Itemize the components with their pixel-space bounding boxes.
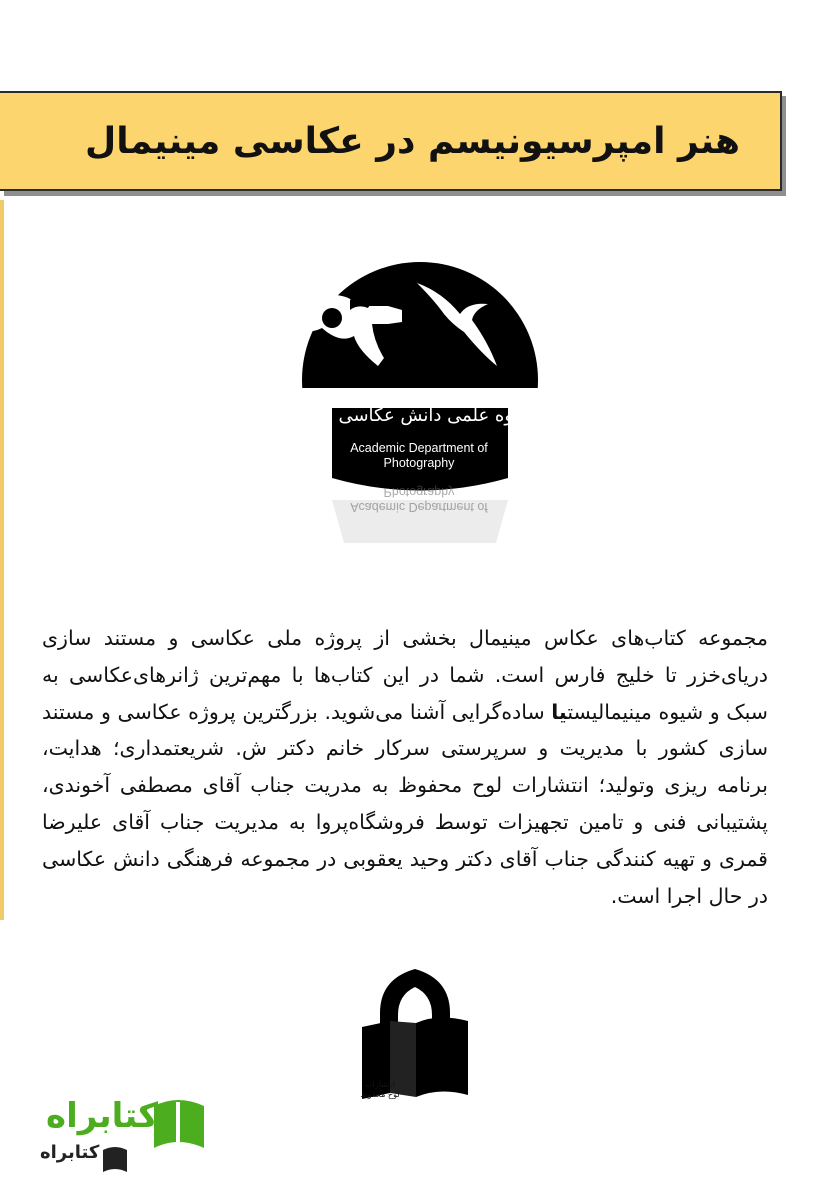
department-name-en-line1: Academic Department of [350, 441, 488, 455]
reflection-line1: Academic Department of [350, 500, 488, 514]
ketabrah-sub-wordmark: کتابراه [40, 1142, 100, 1163]
ketabrah-small-icon [100, 1144, 130, 1174]
paragraph-part-1: مجموعه کتاب‌های عکاس مینیمال بخشی از پروژه ملی عکاسی و مستند سازی دریای‌خزر تا خلیج فارس است. شما در این کتاب‌ها با مهم‌ترین ژانرهای‌عکاسی به سبک و شیوه مینیمالیست [42, 626, 768, 724]
title-banner [0, 91, 782, 191]
paragraph-part-2: ساده‌گرایی آشنا می‌شوید. بزرگترین پروژه عکاسی و مستند سازی کشور با مدیریت و سرپرستی سرکار خانم دکتر ش. شریعتمداری؛ هدایت، برنامه ریزی وتولید؛ انتشارات لوح محفوظ به مدریت جناب آقای مصطفی آخوندی، پشتیبانی فنی و تامین تجهیزات توسط فروشگاه‌پروا به مدیریت جناب آقای علیرضا قمری و تهیه کنندگی جناب آقای دکتر وحید یعقوبی در مجموعه فرهنگی دانش عکاسی در حال اجرا است. [42, 699, 768, 908]
paragraph-bold-word: یا [551, 699, 568, 724]
department-name-en-line2: Photography [383, 456, 455, 470]
publisher-name-line2: لوح محفوظ [360, 1090, 400, 1099]
department-name-en [330, 441, 508, 471]
logo-reflection [330, 484, 508, 514]
description-paragraph [42, 620, 768, 914]
page-edge-bar [0, 200, 4, 920]
reflection-line2: Photography [383, 485, 455, 499]
ketabrah-watermark [40, 1090, 230, 1180]
department-name-fa: گروه علمی دانش عکاسی [338, 405, 532, 426]
publisher-name-line1: انتشارات [364, 1080, 396, 1089]
publisher-name [350, 1080, 410, 1100]
ketabrah-wordmark: کتابراه [46, 1096, 159, 1136]
page-title: هنر امپرسیونیسم در عکاسی مینیمال [85, 120, 740, 162]
